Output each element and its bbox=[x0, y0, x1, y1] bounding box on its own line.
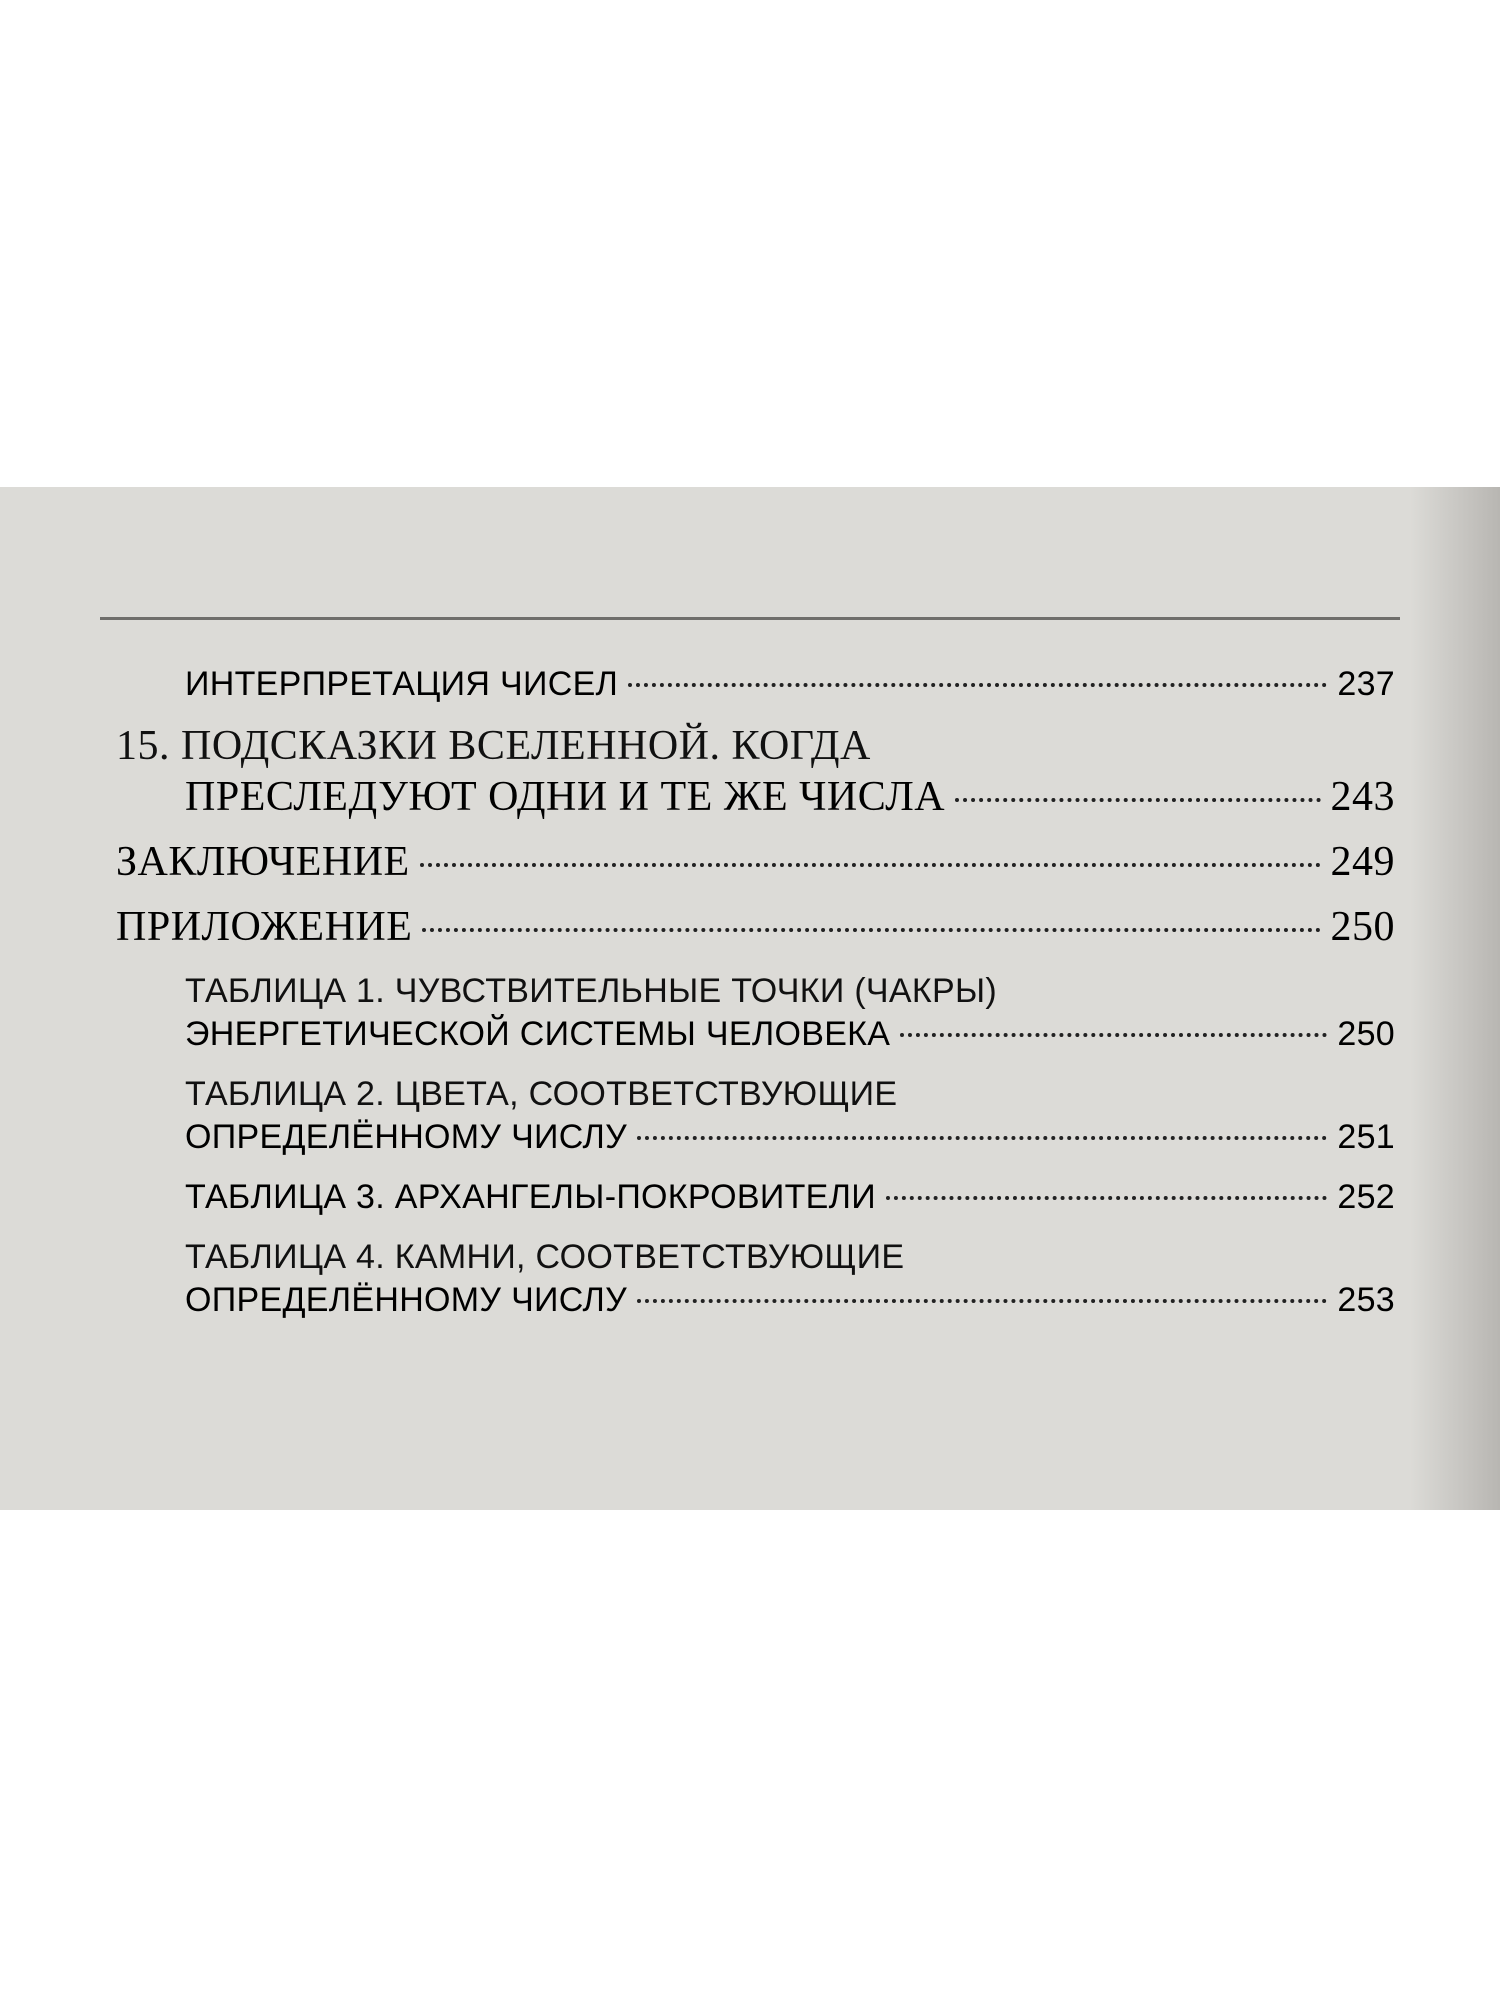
toc-page-number: 252 bbox=[1337, 1178, 1395, 1216]
toc-entry-title: ПРИЛОЖЕНИЕ bbox=[116, 904, 413, 950]
leader-dots bbox=[637, 1299, 1327, 1303]
leader-dots bbox=[420, 863, 1321, 867]
toc-entry-title: ЭНЕРГЕТИЧЕСКОЙ СИСТЕМЫ ЧЕЛОВЕКА bbox=[185, 1015, 891, 1053]
toc-entry-table-2-line1: ТАБЛИЦА 2. ЦВЕТА, СООТВЕТСТВУЮЩИЕ bbox=[185, 1075, 898, 1113]
toc-entry-title: ОПРЕДЕЛЁННОМУ ЧИСЛУ bbox=[185, 1118, 628, 1156]
leader-dots bbox=[628, 683, 1327, 687]
toc-page-number: 250 bbox=[1337, 1015, 1395, 1053]
leader-dots bbox=[886, 1196, 1327, 1200]
toc-entry-chapter-15-line1: 15. ПОДСКАЗКИ ВСЕЛЕННОЙ. КОГДА bbox=[116, 723, 871, 769]
toc-entry-table-2 bbox=[185, 1118, 1395, 1157]
toc-entry-title: ТАБЛИЦА 3. АРХАНГЕЛЫ-ПОКРОВИТЕЛИ bbox=[185, 1178, 876, 1216]
toc-entry-table-1 bbox=[185, 1015, 1395, 1054]
leader-dots bbox=[955, 798, 1320, 802]
toc-page-number: 249 bbox=[1330, 839, 1395, 885]
toc-page-number: 243 bbox=[1330, 774, 1395, 820]
leader-dots bbox=[900, 1033, 1327, 1037]
toc-entry-title: ПРЕСЛЕДУЮТ ОДНИ И ТЕ ЖЕ ЧИСЛА bbox=[185, 774, 946, 820]
toc-entry-table-1-line1: ТАБЛИЦА 1. ЧУВСТВИТЕЛЬНЫЕ ТОЧКИ (ЧАКРЫ) bbox=[185, 972, 997, 1010]
toc-page-number: 253 bbox=[1337, 1281, 1395, 1319]
toc-entry-table-4 bbox=[185, 1281, 1395, 1320]
toc-entry-table-3 bbox=[185, 1178, 1395, 1217]
toc-entry-chapter-15 bbox=[185, 773, 1395, 821]
toc-entry-title: ЗАКЛЮЧЕНИЕ bbox=[116, 839, 410, 885]
toc-entry-title: ОПРЕДЕЛЁННОМУ ЧИСЛУ bbox=[185, 1281, 628, 1319]
header-rule bbox=[100, 617, 1400, 620]
toc-entry-conclusion bbox=[116, 838, 1395, 886]
toc-entry-title: ИНТЕРПРЕТАЦИЯ ЧИСЕЛ bbox=[185, 665, 619, 703]
toc-entry-table-4-line1: ТАБЛИЦА 4. КАМНИ, СООТВЕТСТВУЮЩИЕ bbox=[185, 1238, 905, 1276]
toc-page-number: 237 bbox=[1337, 665, 1395, 703]
toc-page-number: 250 bbox=[1330, 904, 1395, 950]
leader-dots bbox=[637, 1136, 1327, 1140]
toc-entry-interpretation bbox=[185, 665, 1395, 704]
toc-entry-appendix bbox=[116, 903, 1395, 951]
page-fold-shadow bbox=[1410, 487, 1500, 1510]
leader-dots bbox=[422, 928, 1320, 932]
toc-page-number: 251 bbox=[1337, 1118, 1395, 1156]
